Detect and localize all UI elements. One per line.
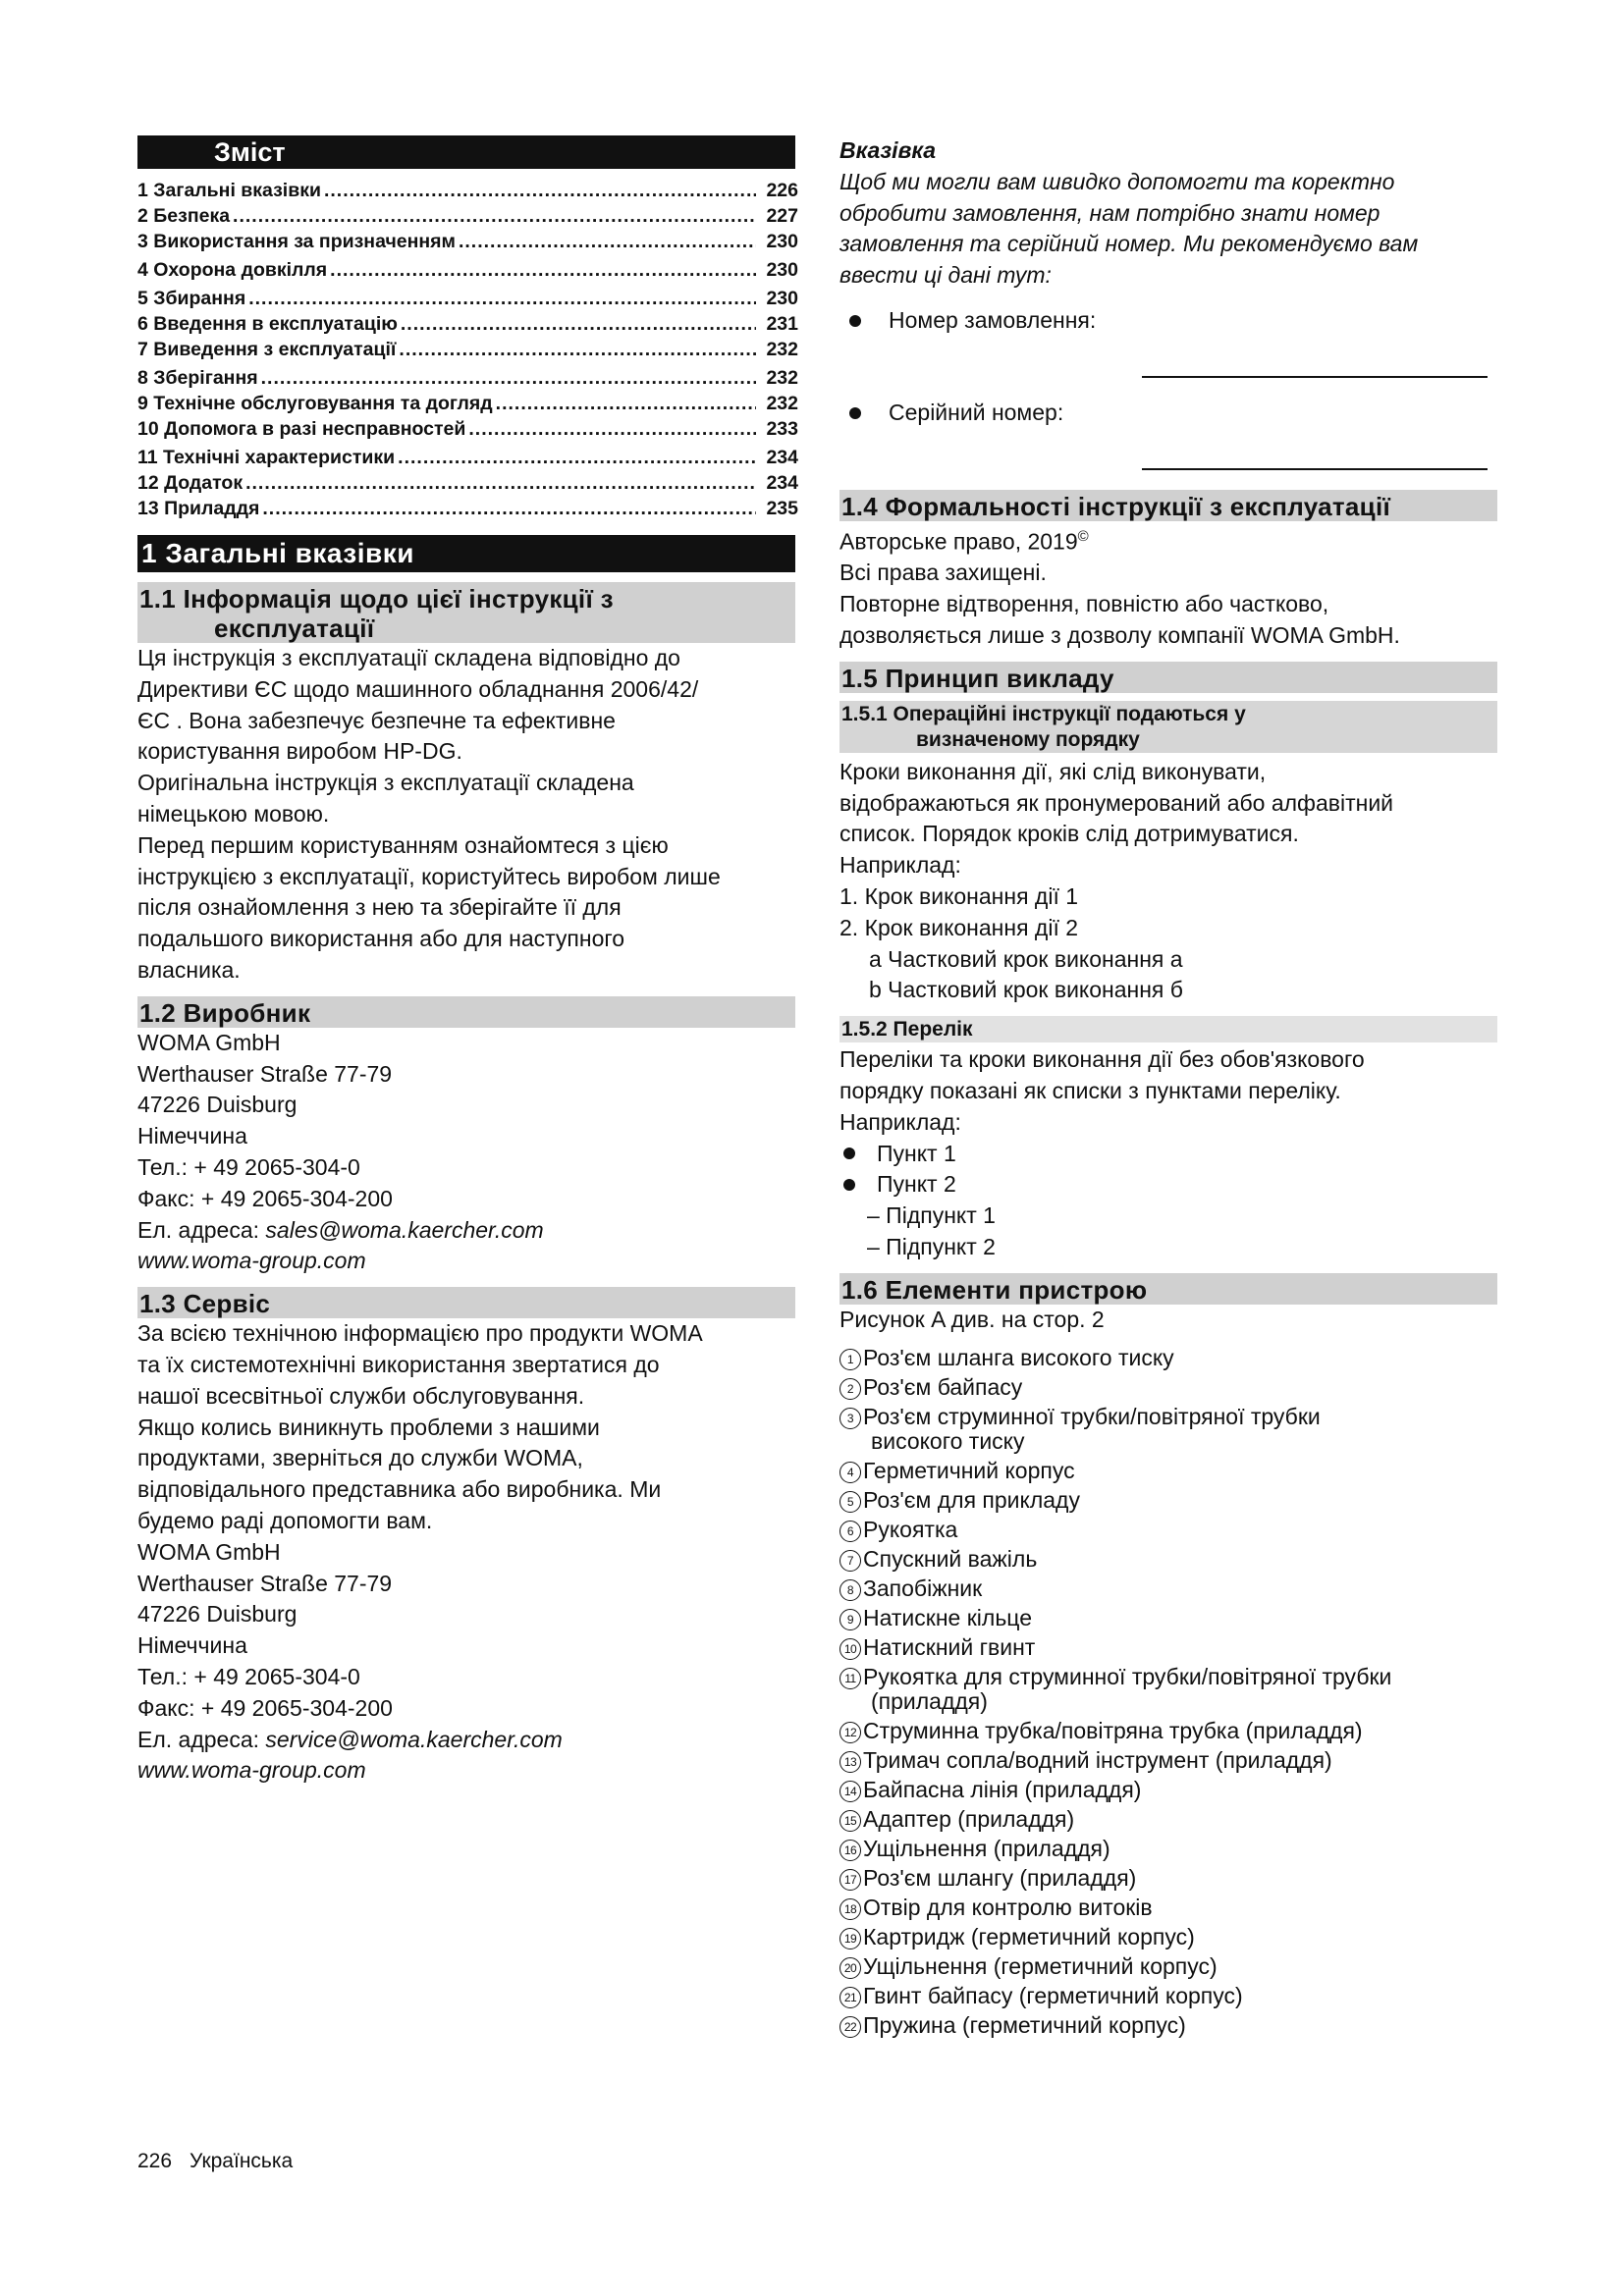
text-line: Перед першим користуванням ознайомтеся з цією (137, 831, 669, 858)
number-circle-icon: 1 (839, 1349, 861, 1370)
list-item: 7 Спускний важіль (839, 1547, 1497, 1572)
section-1-1-body (137, 643, 795, 987)
page-number: 226 (137, 2150, 173, 2172)
list-item: 5 Роз'єм для прикладу (839, 1488, 1497, 1513)
number-circle-icon: 21 (839, 1987, 861, 2008)
email-link[interactable]: sales@woma.kaercher.com (265, 1216, 544, 1243)
text-line: За всією технічною інформацією про продукти WOMA (137, 1320, 703, 1347)
list-item: 6 Рукоятка (839, 1518, 1497, 1542)
list-item: 22 Пружина (герметичний корпус) (839, 2013, 1497, 2038)
section-1-1-heading: 1.1 Інформація щодо цієї інструкції з експлуатації (137, 582, 795, 643)
text-line: та їх системотехнічні використання звертатися до (137, 1351, 660, 1377)
text-line: Наприклад: (839, 1108, 961, 1135)
toc-entry[interactable]: 1 Загальні вказівки ..... 226 (137, 177, 798, 205)
bullet-icon (843, 1179, 855, 1191)
section-1-5-2-heading: 1.5.2 Перелік (839, 1016, 1497, 1042)
list-item: 4 Герметичний корпус (839, 1459, 1497, 1483)
toc-entry[interactable]: 3 Використання за призначенням ..... 230 (137, 228, 798, 256)
sub-step: b Частковий крок виконання б (869, 977, 1183, 1003)
note-title: Вказівка (839, 137, 937, 163)
list-item: Пункт 1 (839, 1139, 1497, 1170)
list-item: 21 Гвинт байпасу (герметичний корпус) (839, 1984, 1497, 2008)
company-name: WOMA GmbH (137, 1029, 281, 1055)
text-line: подальшого використання або для наступного (137, 926, 625, 952)
serial-number-field: Серійний номер: (839, 398, 1497, 429)
toc-entry[interactable]: 9 Технічне обслуговування та догляд ..... 232 (137, 393, 798, 415)
toc-entry[interactable]: 5 Збирання ..... 230 (137, 285, 798, 313)
copyright-line: Авторське право, 2019© (839, 527, 1089, 555)
country: Німеччина (137, 1632, 247, 1659)
list-item: 18 Отвір для контролю витоків (839, 1896, 1497, 1920)
text-line: Всі права захищені. (839, 560, 1047, 586)
number-circle-icon: 14 (839, 1781, 861, 1802)
email-link[interactable]: service@woma.kaercher.com (265, 1726, 563, 1752)
note-line: обробити замовлення, нам потрібно знати номер (839, 199, 1380, 226)
toc-entry[interactable]: 12 Додаток ..... 234 (137, 472, 798, 495)
text-line: Ця інструкція з експлуатації складена відповідно до (137, 645, 680, 670)
number-circle-icon: 22 (839, 2016, 861, 2038)
text-line: користування виробом HP-DG. (137, 738, 462, 765)
number-circle-icon: 20 (839, 1957, 861, 1979)
number-circle-icon: 2 (839, 1378, 861, 1400)
toc-title: Зміст (137, 135, 795, 169)
text-line: після ознайомлення з нею та зберігайте її для (137, 894, 622, 921)
text-line: список. Порядок кроків слід дотримуватися. (839, 821, 1299, 847)
toc-entry[interactable]: 10 Допомога в разі несправностей ..... 233 (137, 415, 798, 444)
list-item: 11 Рукоятка для струминної трубки/повітряної трубки (приладдя) (839, 1665, 1497, 1714)
note-line: замовлення та серійний номер. Ми рекомендуємо вам (839, 231, 1419, 257)
device-elements-list (839, 1346, 1497, 2038)
list-item: 13 Тримач сопла/водний інструмент (приладдя) (839, 1748, 1497, 1773)
number-circle-icon: 4 (839, 1462, 861, 1483)
bullet-icon (849, 315, 861, 327)
bullet-icon (843, 1148, 855, 1159)
number-circle-icon: 13 (839, 1751, 861, 1773)
section-1-2-heading: 1.2 Виробник (137, 996, 795, 1028)
note-box (839, 135, 1497, 470)
street: Werthauser Straße 77-79 (137, 1060, 393, 1087)
number-circle-icon: 15 (839, 1810, 861, 1832)
fax: Факс: + 49 2065-304-200 (137, 1185, 393, 1211)
toc-entry[interactable]: 11 Технічні характеристики ..... 234 (137, 444, 798, 472)
list-item: 3 Роз'єм струминної трубки/повітряної трубки високого тиску (839, 1405, 1497, 1454)
list-item: 19 Картридж (герметичний корпус) (839, 1925, 1497, 1949)
email-line: Ел. адреса: service@woma.kaercher.com (137, 1726, 563, 1752)
number-circle-icon: 18 (839, 1898, 861, 1920)
list-item: 15 Адаптер (приладдя) (839, 1807, 1497, 1832)
website-link[interactable]: www.woma-group.com (137, 1248, 366, 1274)
number-circle-icon: 7 (839, 1550, 861, 1572)
text-line: продуктами, зверніться до служби WOMA, (137, 1445, 583, 1471)
sub-list-item: – Підпункт 1 (867, 1202, 996, 1229)
list-item: 12 Струминна трубка/повітряна трубка (приладдя) (839, 1719, 1497, 1743)
list-item: 16 Ущільнення (приладдя) (839, 1837, 1497, 1861)
text-line: дозволяється лише з дозволу компанії WOMA GmbH. (839, 622, 1400, 649)
number-circle-icon: 12 (839, 1722, 861, 1743)
section-1-5-heading: 1.5 Принцип викладу (839, 662, 1497, 693)
number-circle-icon: 3 (839, 1408, 861, 1429)
toc-entry[interactable]: 4 Охорона довкілля ..... 230 (137, 256, 798, 285)
toc-entry[interactable]: 2 Безпека ..... 227 (137, 205, 798, 228)
street: Werthauser Straße 77-79 (137, 1570, 393, 1596)
number-circle-icon: 9 (839, 1609, 861, 1630)
section-1-3-heading: 1.3 Сервіс (137, 1287, 795, 1318)
website-link[interactable]: www.woma-group.com (137, 1757, 366, 1784)
text-line: Якщо колись виникнуть проблеми з нашими (137, 1414, 600, 1440)
toc-entry[interactable]: 8 Зберігання ..... 232 (137, 364, 798, 393)
text-line: Наприклад: (839, 852, 961, 879)
phone: Тел.: + 49 2065-304-0 (137, 1153, 360, 1180)
figure-reference: Рисунок A див. на стор. 2 (839, 1306, 1105, 1332)
list-item: 2 Роз'єм байпасу (839, 1375, 1497, 1400)
list-item: 20 Ущільнення (герметичний корпус) (839, 1954, 1497, 1979)
number-circle-icon: 16 (839, 1840, 861, 1861)
sub-step: a Частковий крок виконання a (869, 945, 1183, 972)
number-circle-icon: 11 (839, 1668, 861, 1689)
order-number-input-line[interactable] (1142, 337, 1488, 378)
number-circle-icon: 17 (839, 1869, 861, 1891)
phone: Тел.: + 49 2065-304-0 (137, 1663, 360, 1689)
number-circle-icon: 19 (839, 1928, 861, 1949)
list-item: 1 Роз'єм шланга високого тиску (839, 1346, 1497, 1370)
text-line: нашої всесвітньої служби обслуговування. (137, 1382, 585, 1409)
number-circle-icon: 6 (839, 1521, 861, 1542)
text-line: німецькою мовою. (137, 800, 330, 827)
text-line: Повторне відтворення, повністю або частково, (839, 591, 1329, 617)
text-line: відповідального представника або виробника. Ми (137, 1476, 662, 1503)
bullet-icon (849, 407, 861, 419)
list-item: Пункт 2 (839, 1169, 1497, 1201)
table-of-contents (137, 177, 798, 523)
company-name: WOMA GmbH (137, 1538, 281, 1565)
text-line: Оригінальна інструкція з експлуатації складена (137, 770, 634, 796)
section-1-5-2-body (839, 1044, 1497, 1263)
city: 47226 Duisburg (137, 1092, 298, 1118)
numbered-step: 1. Крок виконання дії 1 (839, 883, 1079, 910)
number-circle-icon: 5 (839, 1491, 861, 1513)
list-item: 10 Натискний гвинт (839, 1635, 1497, 1660)
manufacturer-address (137, 1028, 795, 1277)
city: 47226 Duisburg (137, 1601, 298, 1628)
footer-language: Українська (189, 2150, 294, 2172)
note-line: ввести ці дані тут: (839, 262, 1052, 289)
email-line: Ел. адреса: sales@woma.kaercher.com (137, 1216, 544, 1243)
section-1-4-body (839, 521, 1497, 652)
list-item: 9 Натискне кільце (839, 1606, 1497, 1630)
number-circle-icon: 10 (839, 1638, 861, 1660)
toc-entry[interactable]: 7 Виведення з експлуатації ..... 232 (137, 336, 798, 364)
sub-list-item: – Підпункт 2 (867, 1233, 996, 1259)
copyright-symbol: © (1077, 527, 1089, 545)
section-1-5-1-body (839, 757, 1497, 1006)
text-line: відображаються як пронумерований або алфавітний (839, 789, 1394, 816)
text-line: ЄС . Вона забезпечує безпечне та ефективне (137, 707, 616, 733)
service-body (137, 1318, 795, 1787)
section-1-5-1-heading: 1.5.1 Операційні інструкції подаються у визначеному порядку (839, 701, 1497, 753)
section-1-heading: 1 Загальні вказівки (137, 535, 795, 572)
list-item: 17 Роз'єм шлангу (приладдя) (839, 1866, 1497, 1891)
list-item: 8 Запобіжник (839, 1576, 1497, 1601)
section-1-4-heading: 1.4 Формальності інструкції з експлуатації (839, 490, 1497, 521)
text-line: інструкцією з експлуатації, користуйтесь виробом лише (137, 863, 721, 889)
section-1-6-heading: 1.6 Елементи пристрою (839, 1273, 1497, 1305)
text-line: власника. (137, 956, 241, 983)
toc-entry[interactable]: 6 Введення в експлуатацію ..... 231 (137, 313, 798, 336)
country: Німеччина (137, 1123, 247, 1149)
left-column (137, 135, 798, 1787)
text-line: Кроки виконання дії, які слід виконувати, (839, 758, 1267, 784)
text-line: Директиви ЄС щодо машинного обладнання 2006/42/ (137, 675, 699, 702)
fax: Факс: + 49 2065-304-200 (137, 1694, 393, 1721)
numbered-step: 2. Крок виконання дії 2 (839, 914, 1079, 940)
text-line: будемо раді допомогти вам. (137, 1507, 433, 1533)
text-line: Переліки та кроки виконання дії без обов'язкового (839, 1046, 1365, 1073)
order-number-field: Номер замовлення: (839, 305, 1497, 337)
text-line: порядку показані як списки з пунктами переліку. (839, 1078, 1341, 1103)
serial-number-input-line[interactable] (1142, 429, 1488, 470)
right-column (839, 135, 1497, 2043)
note-line: Щоб ми могли вам швидко допомогти та коректно (839, 168, 1395, 194)
page-footer (137, 2150, 293, 2173)
toc-entry[interactable]: 13 Приладдя ..... 235 (137, 495, 798, 523)
list-item: 14 Байпасна лінія (приладдя) (839, 1778, 1497, 1802)
number-circle-icon: 8 (839, 1579, 861, 1601)
